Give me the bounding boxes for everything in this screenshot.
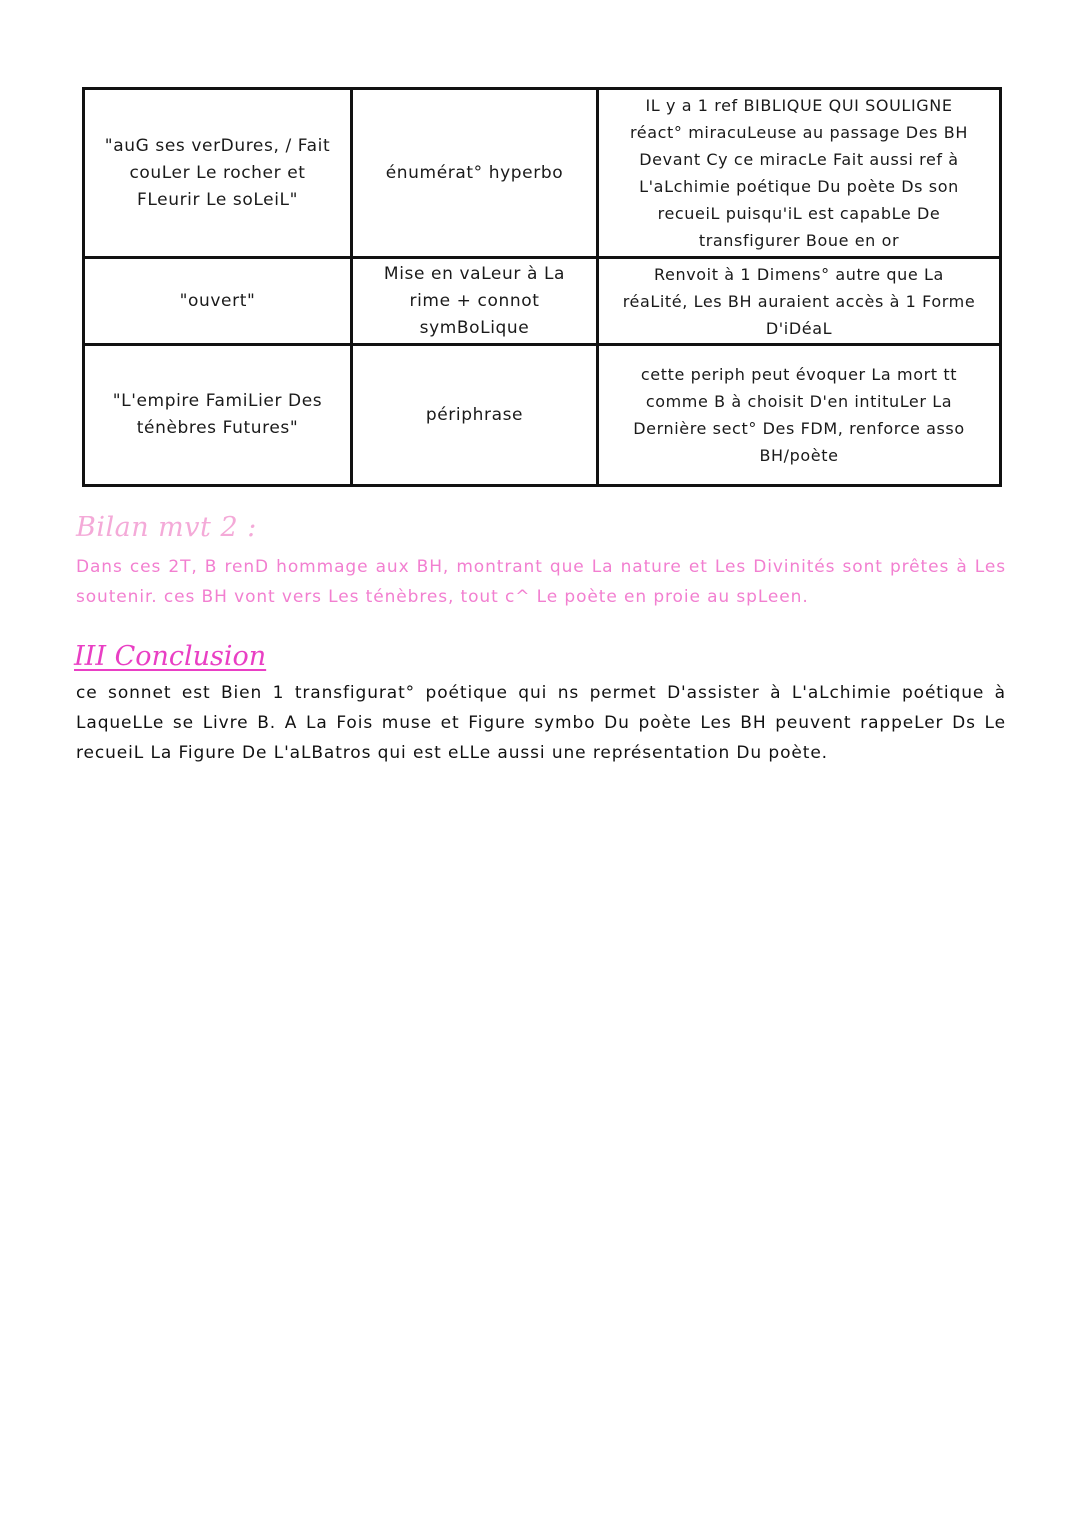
figure-cell: Mise en vaLeur à La rime + connot symBoLique [352, 258, 598, 345]
analysis-cell: IL y a 1 ref BIBLIQUE QUI SOULIGNE réact° miracuLeuse au passage Des BH Devant Cy ce miracLe Fait aussi ref à L'aLchimie poétique Du poète Ds son recueiL puisqu'iL est capabLe De transfigurer Boue en or [598, 89, 1001, 258]
analysis-cell: Renvoit à 1 Dimens° autre que La réaLité, Les BH auraient accès à 1 Forme D'iDéaL [598, 258, 1001, 345]
quote-cell: "auG ses verDures, / Fait couLer Le rocher et FLeurir Le soLeiL" [84, 89, 352, 258]
table-row [84, 345, 1001, 486]
quote-cell: "ouvert" [84, 258, 352, 345]
figure-cell: périphrase [352, 345, 598, 486]
conclusion-heading: III Conclusion [74, 641, 267, 672]
bilan-paragraph: Dans ces 2T, B renD hommage aux BH, montrant que La nature et Les Divinités sont prêtes à Les soutenir. ces BH vont vers Les ténèbres, tout c^ Le poète en proie au spLeen. [76, 557, 1006, 607]
analysis-table [82, 87, 1002, 487]
figure-cell: énumérat° hyperbo [352, 89, 598, 258]
table-row [84, 89, 1001, 258]
conclusion-paragraph: ce sonnet est Bien 1 transfigurat° poétique qui ns permet D'assister à L'aLchimie poétique à LaqueLLe se Livre B. A La Fois muse et Figure symbo Du poète Les BH peuvent rappeLer Ds Le recueiL La Figure De L'aLBatros qui est eLLe aussi une représentation Du poète. [76, 683, 1006, 763]
bilan-heading: Bilan mvt 2 : [76, 512, 257, 543]
table-row [84, 258, 1001, 345]
quote-cell: "L'empire FamiLier Des ténèbres Futures" [84, 345, 352, 486]
analysis-cell: cette periph peut évoquer La mort tt comme B à choisit D'en intituLer La Dernière sect° Des FDM, renforce asso BH/poète [598, 345, 1001, 486]
